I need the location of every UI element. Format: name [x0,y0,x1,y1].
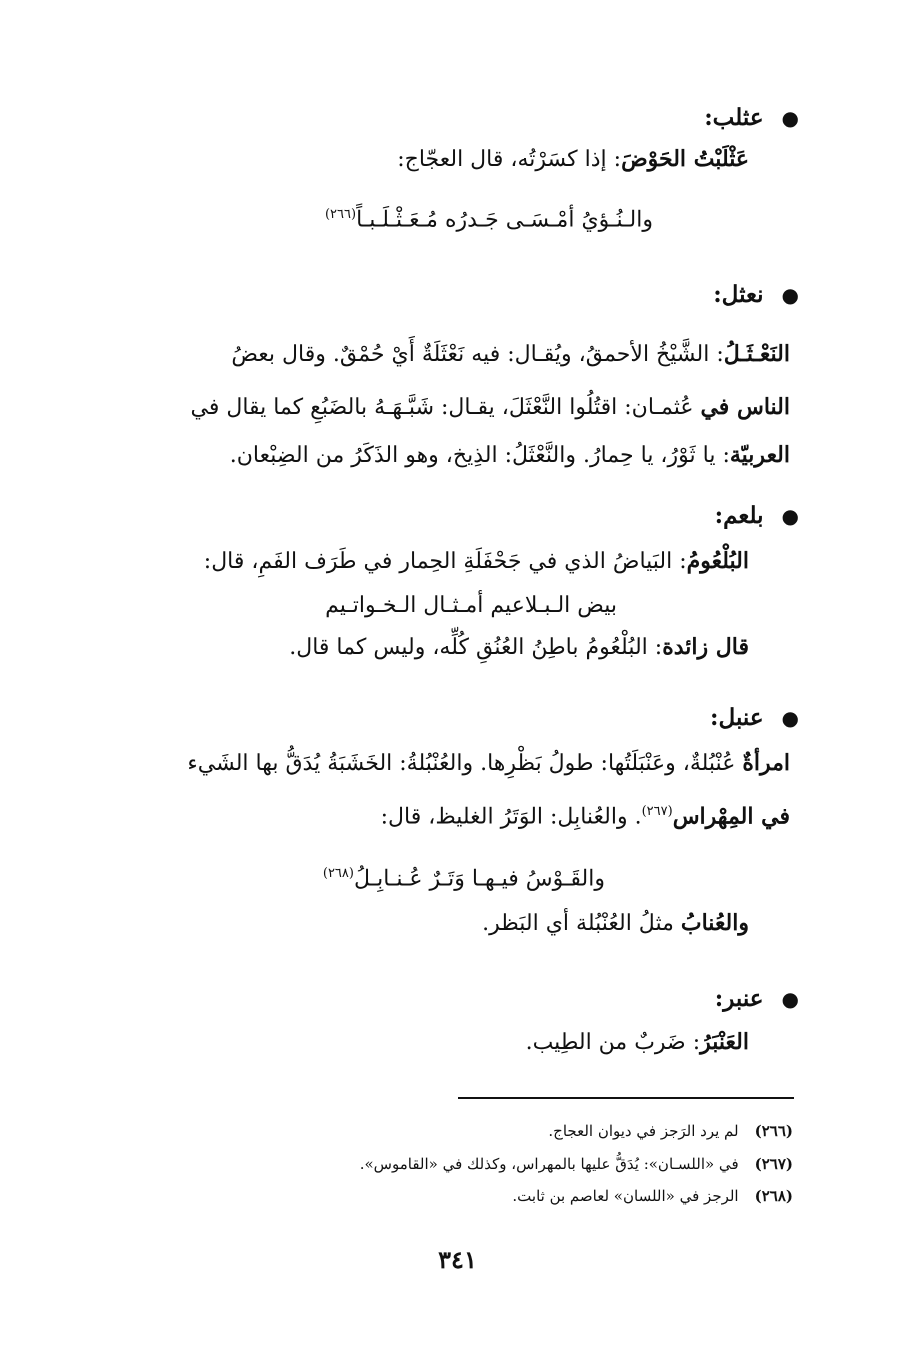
entry-text: : إذا كسَرْتُه، قال العجّاج: [397,147,622,172]
entry-text: : البَياضُ الذي في جَحْفَلَةِ الحِمار في طَرَف الفَمِ، قال: [203,549,687,574]
heading-text: بلعم: [714,502,764,529]
footnote-ref: (٢٦٧) [641,804,673,819]
verse-line [325,593,617,618]
entry-term: العَنْبَرُ [700,1029,749,1055]
footnote-number: (٢٦٨) [754,1187,793,1205]
heading-text: عنبل: [710,704,764,731]
bullet-icon: ● [781,987,799,1011]
footnote [360,1155,793,1173]
entry-text: عُثمـان: اقتُلُوا النَّعْثَلَ، يقـال: شَبَّـهَـهُ بالضَبُعِ كما يقال في [190,395,701,420]
footnote [548,1122,793,1140]
footnote-ref: (٢٦٨) [322,866,354,881]
entry-text: : ضَربٌ من الطِيب. [525,1030,701,1055]
entry-line [204,546,749,577]
footnote-text: لم يرد الرَجز في ديوان العجاج. [548,1122,739,1140]
verse-text: بيض الـبـلاعيم أمـثـال الـخـواتـيم [325,593,617,618]
entry-heading [715,502,799,529]
entry-line [231,339,790,370]
entry-bold: الناس في [700,394,790,420]
bullet-icon: ● [781,283,799,307]
bullet-icon: ● [781,106,799,130]
entry-text: : يا ثَوْرُ، يا حِمارُ. والنَّعْثَلُ: الذِيخ، وهو الذَكَرُ من الضِبْعان. [229,443,730,468]
entry-heading [715,985,799,1012]
entry-text: عُنْبُلةٌ، وعَنْبَلَتُها: طولُ بَظْرِها. والعُنْبُلةُ: الخَشَبَةُ يُدَقُّ بها الشَيء [187,751,743,776]
entry-line [381,797,790,832]
footnote-divider [458,1097,794,1099]
entry-term: عَثْلَبْتُ الحَوْضَ [621,146,749,172]
entry-bold: والعُنابُ [680,910,749,936]
entry-bold: امرأةٌ [742,750,790,776]
heading-text: عنبر: [714,985,764,1012]
entry-line [190,392,790,423]
entry-line [187,748,790,779]
entry-bold: في المِهْراس [672,803,790,830]
entry-bold: قال زائدة [662,634,749,660]
page-number: ٣٤١ [438,1245,477,1274]
footnote-text: في «اللسـان»: يُدَقُّ عليها بالمهراس، وكذلك في «القاموس». [359,1155,739,1173]
entry-line [289,632,749,663]
entry-bold: العربيّة [729,442,790,468]
entry-text: . والعُنابِل: الوَتَرُ الغليظ، قال: [380,804,642,830]
bullet-icon: ● [781,504,799,528]
entry-text: مثلُ العُنْبُلة أي البَظر. [482,911,681,936]
footnote-ref: (٢٦٦) [324,207,357,222]
entry-heading [710,704,799,731]
entry-term: البُلْعُومُ [686,548,749,574]
entry-line [482,908,749,939]
footnote-number: (٢٦٧) [754,1155,793,1173]
heading-text: عثلب: [704,104,764,131]
footnote-text: الرجز في «اللسان» لعاصم بن ثابت. [512,1187,739,1205]
entry-line [526,1027,749,1058]
footnote-number: (٢٦٦) [754,1122,793,1140]
footnote [512,1187,793,1205]
entry-heading [713,281,799,308]
entry-text: : الشَّيْخُ الأحمقُ، ويُقـال: فيه نَعْثَلَةٌ أَيْ حُمْقٌ. وقال بعضُ [231,342,724,367]
entry-line [230,440,790,471]
bullet-icon: ● [781,706,799,730]
entry-heading [704,104,799,131]
verse-text: والـنُـؤيُ أمْـسَـى جَـدرُه مُـعَـثْـلَـبـاً [356,207,653,233]
verse-text: والقَـوْسُ فيـهـا وَتَـرٌ عُـنـابِـلُ [353,866,605,892]
verse-line [323,866,605,891]
entry-term: النَعْـثَـلُ [723,341,790,367]
entry-text: : البُلْعُومُ باطِنُ العُنُقِ كُلِّه، وليس كما قال. [289,635,663,660]
entry-line [397,144,749,175]
heading-text: نعثل: [713,281,764,308]
verse-line [325,207,653,232]
